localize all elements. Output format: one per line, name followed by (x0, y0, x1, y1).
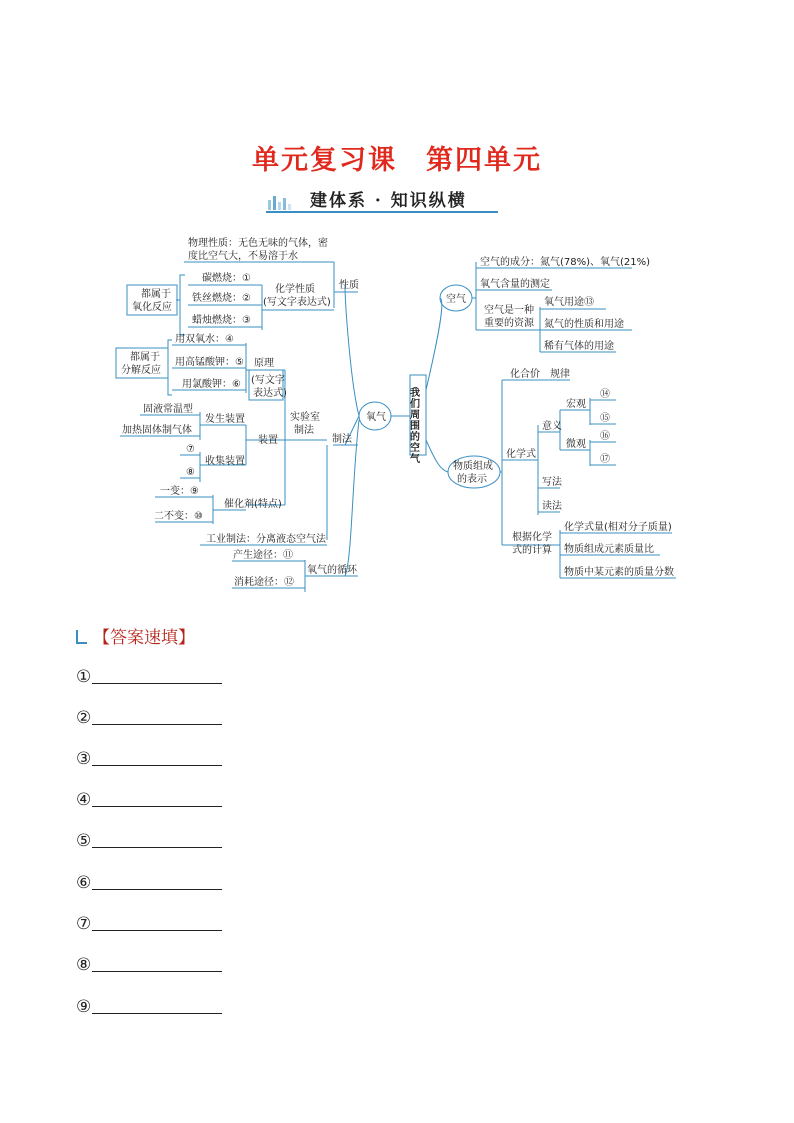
answer-row-5 (76, 831, 222, 851)
answer-row-6 (76, 873, 222, 893)
answer-number: ⑤ (76, 831, 92, 851)
production-route: 产生途径：⑪ (233, 550, 293, 561)
consumption-route: 消耗途径：⑫ (234, 577, 294, 588)
chemical-property-line2: (写文字表达式) (263, 297, 331, 308)
blank-8: ⑧ (186, 467, 195, 478)
answer-number: ⑧ (76, 955, 92, 975)
blank-7: ⑦ (186, 444, 195, 455)
answer-blank[interactable] (92, 915, 222, 931)
answer-number: ⑦ (76, 914, 92, 934)
answer-blank[interactable] (92, 998, 222, 1014)
solid-heating-type: 加热固体制气体 (122, 425, 192, 436)
answer-blank[interactable] (92, 832, 222, 848)
oxygen-label: 氧气 (366, 412, 386, 423)
chemical-property-line1: 化学性质 (275, 284, 315, 295)
center-topic: 我们周围的空气 (407, 387, 419, 464)
answer-blank[interactable] (92, 791, 222, 807)
answer-blank[interactable] (92, 874, 222, 890)
chemical-formula: 化学式 (506, 449, 536, 460)
principle-note-line2: 表达式) (253, 388, 287, 399)
decomposition-note-line1: 都属于 (130, 352, 160, 363)
representation-line1: 物质组成 (453, 461, 493, 472)
physical-property-line1: 物理性质：无色无味的气体，密 (188, 238, 328, 249)
macro-label: 宏观 (566, 399, 586, 410)
answer-number: ① (76, 667, 92, 687)
answer-heading (76, 623, 195, 648)
nitrogen-uses: 氮气的性质和用途 (544, 319, 624, 330)
generation-device: 发生装置 (205, 414, 245, 425)
answer-heading-text: 【答案速填】 (93, 628, 195, 648)
catalyst-one-change: 一变：⑨ (160, 486, 199, 497)
resource-line1: 空气是一种 (484, 305, 534, 316)
apparatus-label: 装置 (258, 435, 278, 446)
bookmark-icon (76, 630, 87, 644)
meaning-label: 意义 (542, 421, 562, 432)
answer-row-1 (76, 667, 222, 687)
answer-row-2 (76, 708, 222, 728)
physical-property-line2: 度比空气大，不易溶于水 (188, 251, 298, 262)
answer-number: ② (76, 708, 92, 728)
kclo3-method: 用氯酸钾：⑥ (182, 379, 241, 390)
catalyst-label: 催化剂(特点) (224, 499, 282, 510)
solid-liquid-type: 固液常温型 (143, 404, 193, 415)
answer-row-8 (76, 955, 222, 975)
blank-15: ⑮ (600, 413, 610, 424)
kmno4-method: 用高锰酸钾：⑤ (175, 357, 244, 368)
element-mass-ratio: 物质组成元素质量比 (564, 544, 654, 555)
methods-label: 制法 (332, 434, 352, 445)
answer-row-7 (76, 914, 222, 934)
resource-line2: 重要的资源 (484, 318, 534, 329)
answer-blank[interactable] (92, 709, 222, 725)
carbon-burning: 碳燃烧：① (202, 273, 251, 284)
reading-method: 读法 (542, 501, 562, 512)
oxygen-cycle: 氧气的循环 (307, 565, 357, 576)
answer-row-9 (76, 997, 222, 1017)
calculation-line2: 式的计算 (512, 545, 552, 556)
noble-gas-uses: 稀有气体的用途 (544, 341, 614, 352)
answer-blank[interactable] (92, 750, 222, 766)
oxygen-uses: 氧气用途⑬ (544, 297, 594, 308)
calculation-line1: 根据化学 (512, 532, 552, 543)
properties-label: 性质 (339, 280, 359, 291)
air-label: 空气 (446, 294, 466, 305)
principle-note-line1: (写文字 (251, 375, 285, 386)
micro-label: 微观 (566, 439, 586, 450)
answer-blank[interactable] (92, 956, 222, 972)
element-mass-fraction: 物质中某元素的质量分数 (564, 567, 674, 578)
page-title: 单元复习课 第四单元 (252, 145, 542, 176)
answer-row-3 (76, 749, 222, 769)
collection-device: 收集装置 (205, 456, 245, 467)
oxidation-note-line1: 都属于 (141, 289, 171, 300)
lab-method-line2: 制法 (294, 425, 314, 436)
industrial-method: 工业制法：分离液态空气法 (206, 534, 326, 545)
decomposition-note-line2: 分解反应 (121, 365, 161, 376)
answer-number: ③ (76, 749, 92, 769)
blank-14: ⑭ (600, 389, 610, 400)
answer-number: ④ (76, 790, 92, 810)
valence-rule: 化合价 规律 (510, 369, 570, 380)
answer-row-4 (76, 790, 222, 810)
blank-17: ⑰ (600, 454, 610, 465)
h2o2-method: 用双氧水：④ (175, 334, 234, 345)
relative-molecular-mass: 化学式量(相对分子质量) (564, 522, 672, 533)
section-subtitle: 建体系 · 知识纵横 (310, 191, 467, 211)
principle-label: 原理 (254, 358, 274, 369)
oxygen-measurement: 氧气含量的测定 (480, 279, 550, 290)
oxidation-note-line2: 氧化反应 (132, 302, 172, 313)
iron-burning: 铁丝燃烧：② (192, 293, 251, 304)
catalyst-two-unchanged: 二不变：⑩ (154, 511, 203, 522)
wax-burning: 蜡烛燃烧：③ (192, 315, 251, 326)
blank-16: ⑯ (600, 431, 610, 442)
answer-blank[interactable] (92, 668, 222, 684)
answer-number: ⑥ (76, 873, 92, 893)
air-composition: 空气的成分：氮气(78%)、氧气(21%) (480, 257, 651, 268)
writing-method: 写法 (542, 477, 562, 488)
answer-number: ⑨ (76, 997, 92, 1017)
representation-line2: 的表示 (457, 474, 487, 485)
lab-method-line1: 实验室 (290, 412, 320, 423)
